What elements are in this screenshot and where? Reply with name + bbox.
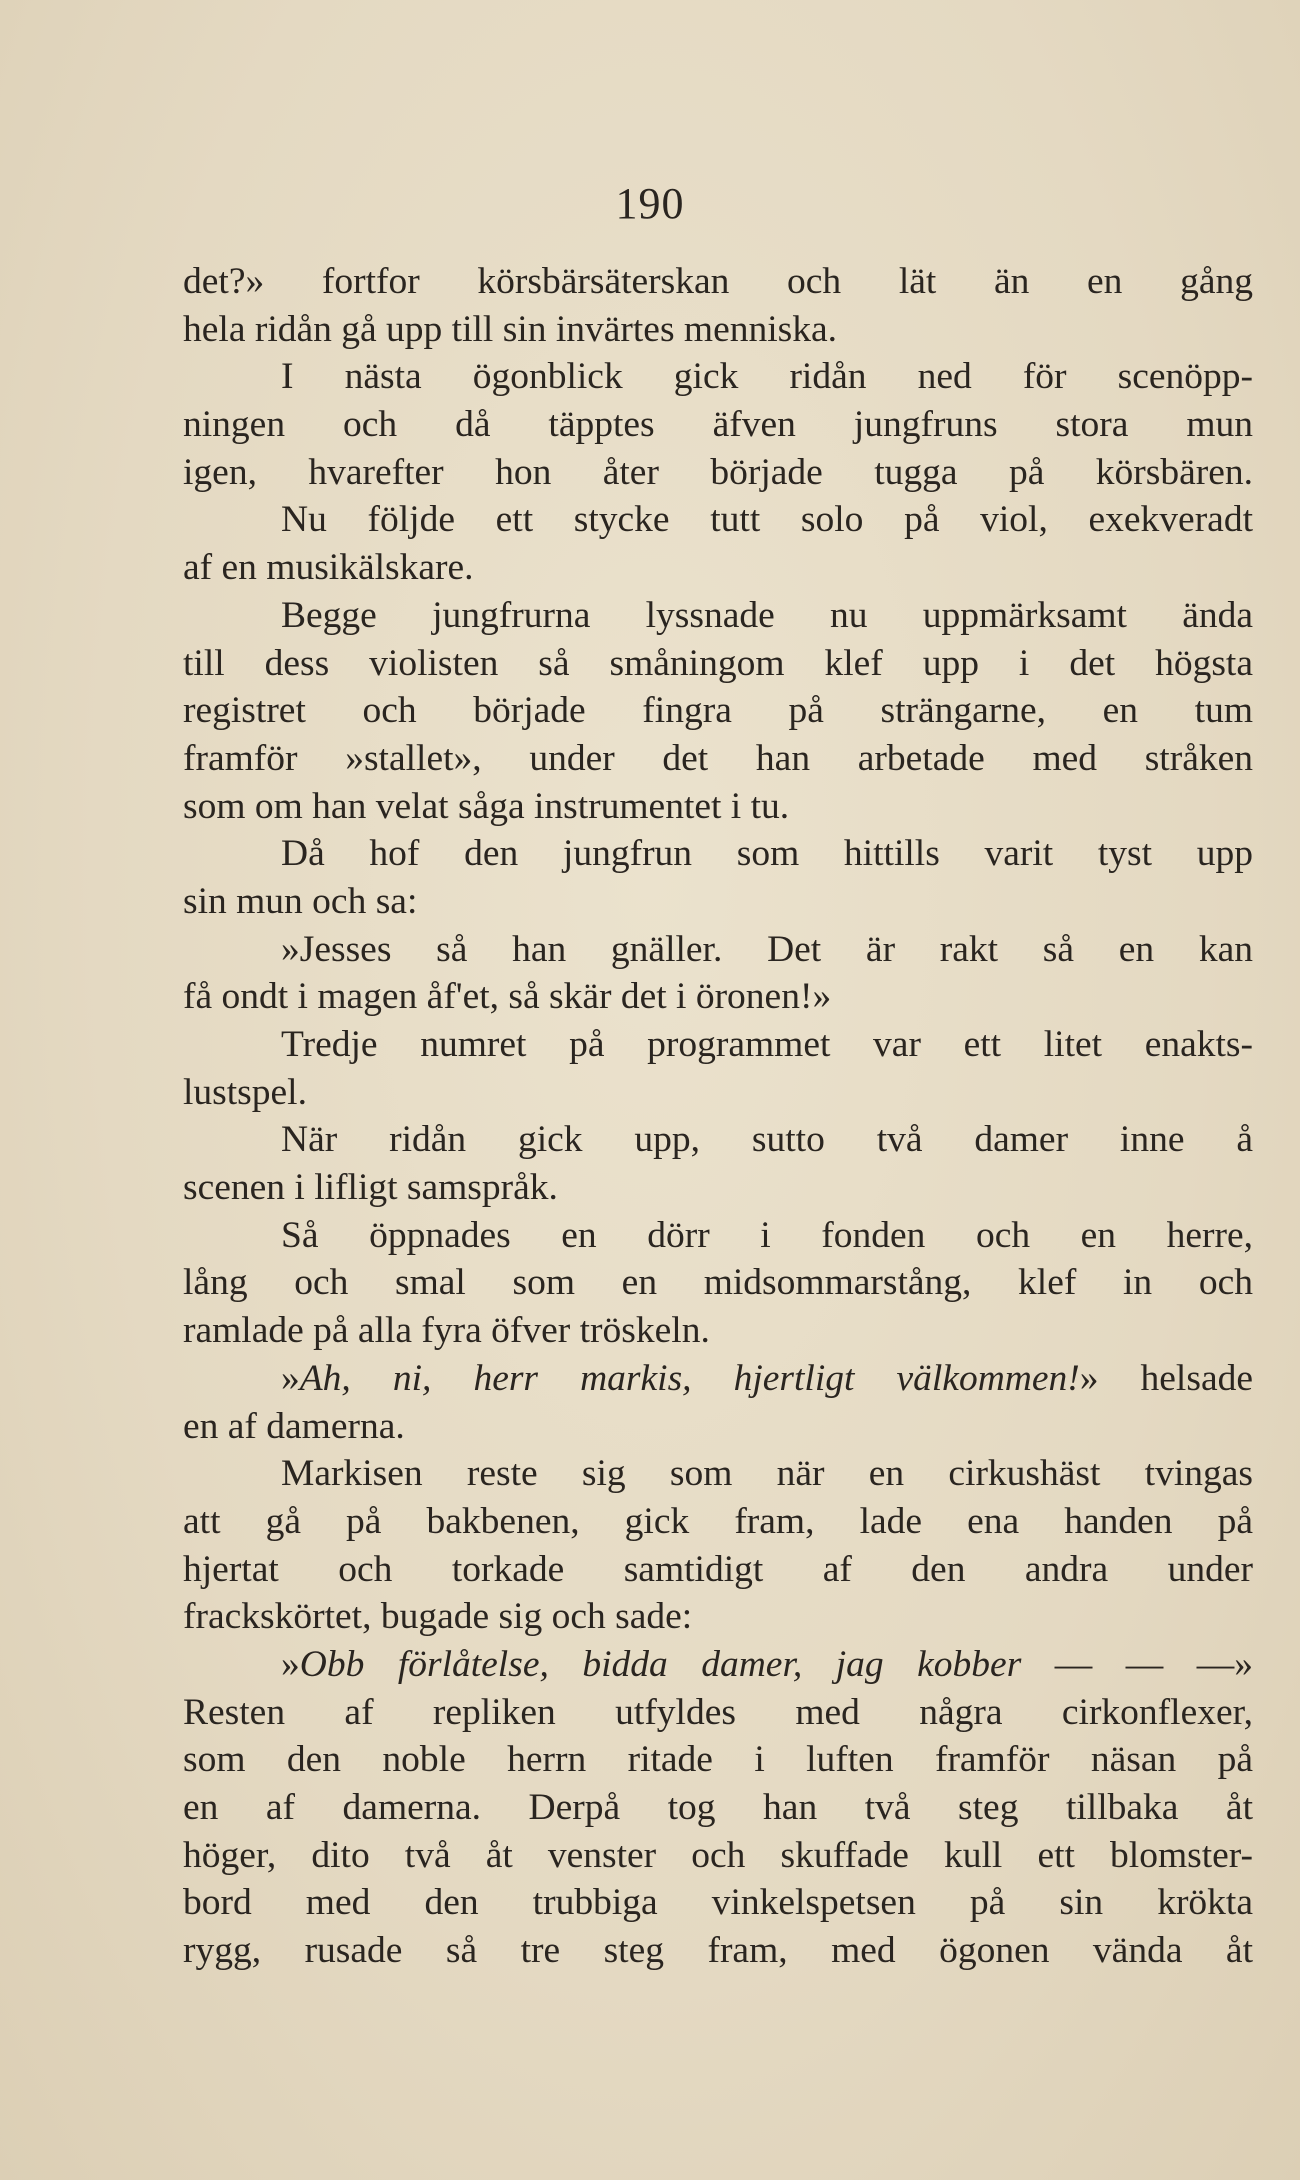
text-segment: till dess violisten så småningom klef upp i det högsta: [183, 642, 1253, 684]
text-line: [183, 687, 1253, 735]
text-line: [183, 401, 1253, 449]
text-line: [183, 1164, 1253, 1212]
text-segment: Markisen reste sig som när en cirkushäst tvingas: [281, 1453, 1253, 1495]
page-number: 190: [615, 179, 685, 228]
text-segment: hjertat och torkade samtidigt af den andra under: [183, 1548, 1253, 1590]
text-segment: Tredje numret på programmet var ett litet enakts-: [281, 1024, 1253, 1065]
text-segment: igen, hvarefter hon åter började tugga på körsbären.: [183, 451, 1253, 493]
text-line: [183, 592, 1253, 640]
text-segment: höger, dito två åt venster och skuffade kull ett blomster-: [183, 1834, 1253, 1876]
text-segment: af en musikälskare.: [183, 547, 474, 589]
text-segment: framför »stallet», under det han arbetade med stråken: [183, 737, 1253, 779]
text-segment: När ridån gick upp, sutto två damer inne å: [281, 1119, 1253, 1161]
text-segment: rygg, rusade så tre steg fram, med ögonen vända åt: [183, 1930, 1253, 1972]
text-segment: att gå på bakbenen, gick fram, lade ena handen på: [183, 1500, 1253, 1542]
text-segment: lustspel.: [183, 1071, 307, 1113]
text-line: [183, 1879, 1253, 1927]
text-segment: hela ridån gå upp till sin invärtes menniska.: [183, 308, 838, 350]
text-line: [183, 306, 1253, 354]
text-segment: det?» fortfor körsbärsäterskan och lät än en gång: [183, 261, 1253, 302]
text-line: [183, 1498, 1253, 1546]
text-segment: frackskörtet, bugade sig och sade:: [183, 1596, 693, 1638]
text-line: [183, 1021, 1253, 1069]
text-segment: »Jesses så han gnäller. Det är rakt så en kan: [281, 928, 1253, 970]
text-line: [183, 353, 1253, 401]
text-segment: som om han velat såga instrumentet i tu.: [183, 785, 790, 827]
text-segment: sin mun och sa:: [183, 880, 418, 922]
text-line: [183, 544, 1253, 592]
text-line: [183, 973, 1253, 1021]
text-segment: Begge jungfrurna lyssnade nu uppmärksamt ända: [281, 594, 1253, 636]
text-line: [183, 1689, 1253, 1737]
text-segment: scenen i lifligt samspråk.: [183, 1167, 558, 1209]
text-segment: en af damerna.: [183, 1405, 405, 1447]
text-line: [183, 1069, 1253, 1117]
text-line: [183, 1212, 1253, 1260]
text-segment: registret och började fingra på strängarne, en tum: [183, 690, 1253, 732]
text-line: [183, 1641, 1253, 1689]
text-line: [183, 1832, 1253, 1880]
text-line: [183, 926, 1253, 974]
text-line: [183, 1784, 1253, 1832]
text-line: [183, 640, 1253, 688]
text-segment: lång och smal som en midsommarstång, klef in och: [183, 1262, 1253, 1304]
text-line: [183, 1259, 1253, 1307]
text-line: [183, 1116, 1253, 1164]
text-segment: bord med den trubbiga vinkelspetsen på sin krökta: [183, 1882, 1253, 1924]
text-segment: få ondt i magen åf'et, så skär det i öronen!»: [183, 976, 832, 1018]
text-segment: I nästa ögonblick gick ridån ned för scenöpp-: [281, 356, 1253, 398]
text-line: [183, 1593, 1253, 1641]
text-segment: Nu följde ett stycke tutt solo på viol, exekveradt: [281, 499, 1253, 541]
text-segment: en af damerna. Derpå tog han två steg tillbaka åt: [183, 1787, 1253, 1828]
text-line: [183, 830, 1253, 878]
text-line: [183, 1927, 1253, 1975]
text-line: [183, 783, 1253, 831]
text-segment: ramlade på alla fyra öfver tröskeln.: [183, 1310, 710, 1352]
text-line: [183, 878, 1253, 926]
italic-text: Obb förlåtelse, bidda damer, jag kobber: [299, 1643, 1022, 1685]
text-line: [183, 735, 1253, 783]
text-segment: Så öppnades en dörr i fonden och en herre,: [281, 1214, 1253, 1256]
text-line: [183, 258, 1253, 306]
text-segment: som den noble herrn ritade i luften framför näsan på: [183, 1739, 1253, 1781]
text-segment: ningen och då täpptes äfven jungfruns stora mun: [183, 404, 1253, 446]
text-line: [183, 496, 1253, 544]
text-segment: »: [281, 1643, 300, 1685]
text-line: [183, 449, 1253, 497]
text-line: [183, 1450, 1253, 1498]
text-segment: Då hof den jungfrun som hittills varit tyst upp: [281, 833, 1253, 875]
text-line: [183, 1403, 1253, 1451]
text-line: [183, 1307, 1253, 1355]
body-text: [183, 258, 1253, 1975]
italic-text: Ah, ni, herr markis, hjertligt välkommen!: [299, 1357, 1080, 1399]
text-line: [183, 1546, 1253, 1594]
text-line: [183, 1355, 1253, 1403]
text-segment: Resten af repliken utfyldes med några cirkonflexer,: [183, 1691, 1253, 1733]
text-line: [183, 1736, 1253, 1784]
text-segment: — — —»: [1021, 1643, 1253, 1685]
text-segment: » helsade: [1079, 1357, 1253, 1399]
text-segment: »: [281, 1357, 300, 1399]
